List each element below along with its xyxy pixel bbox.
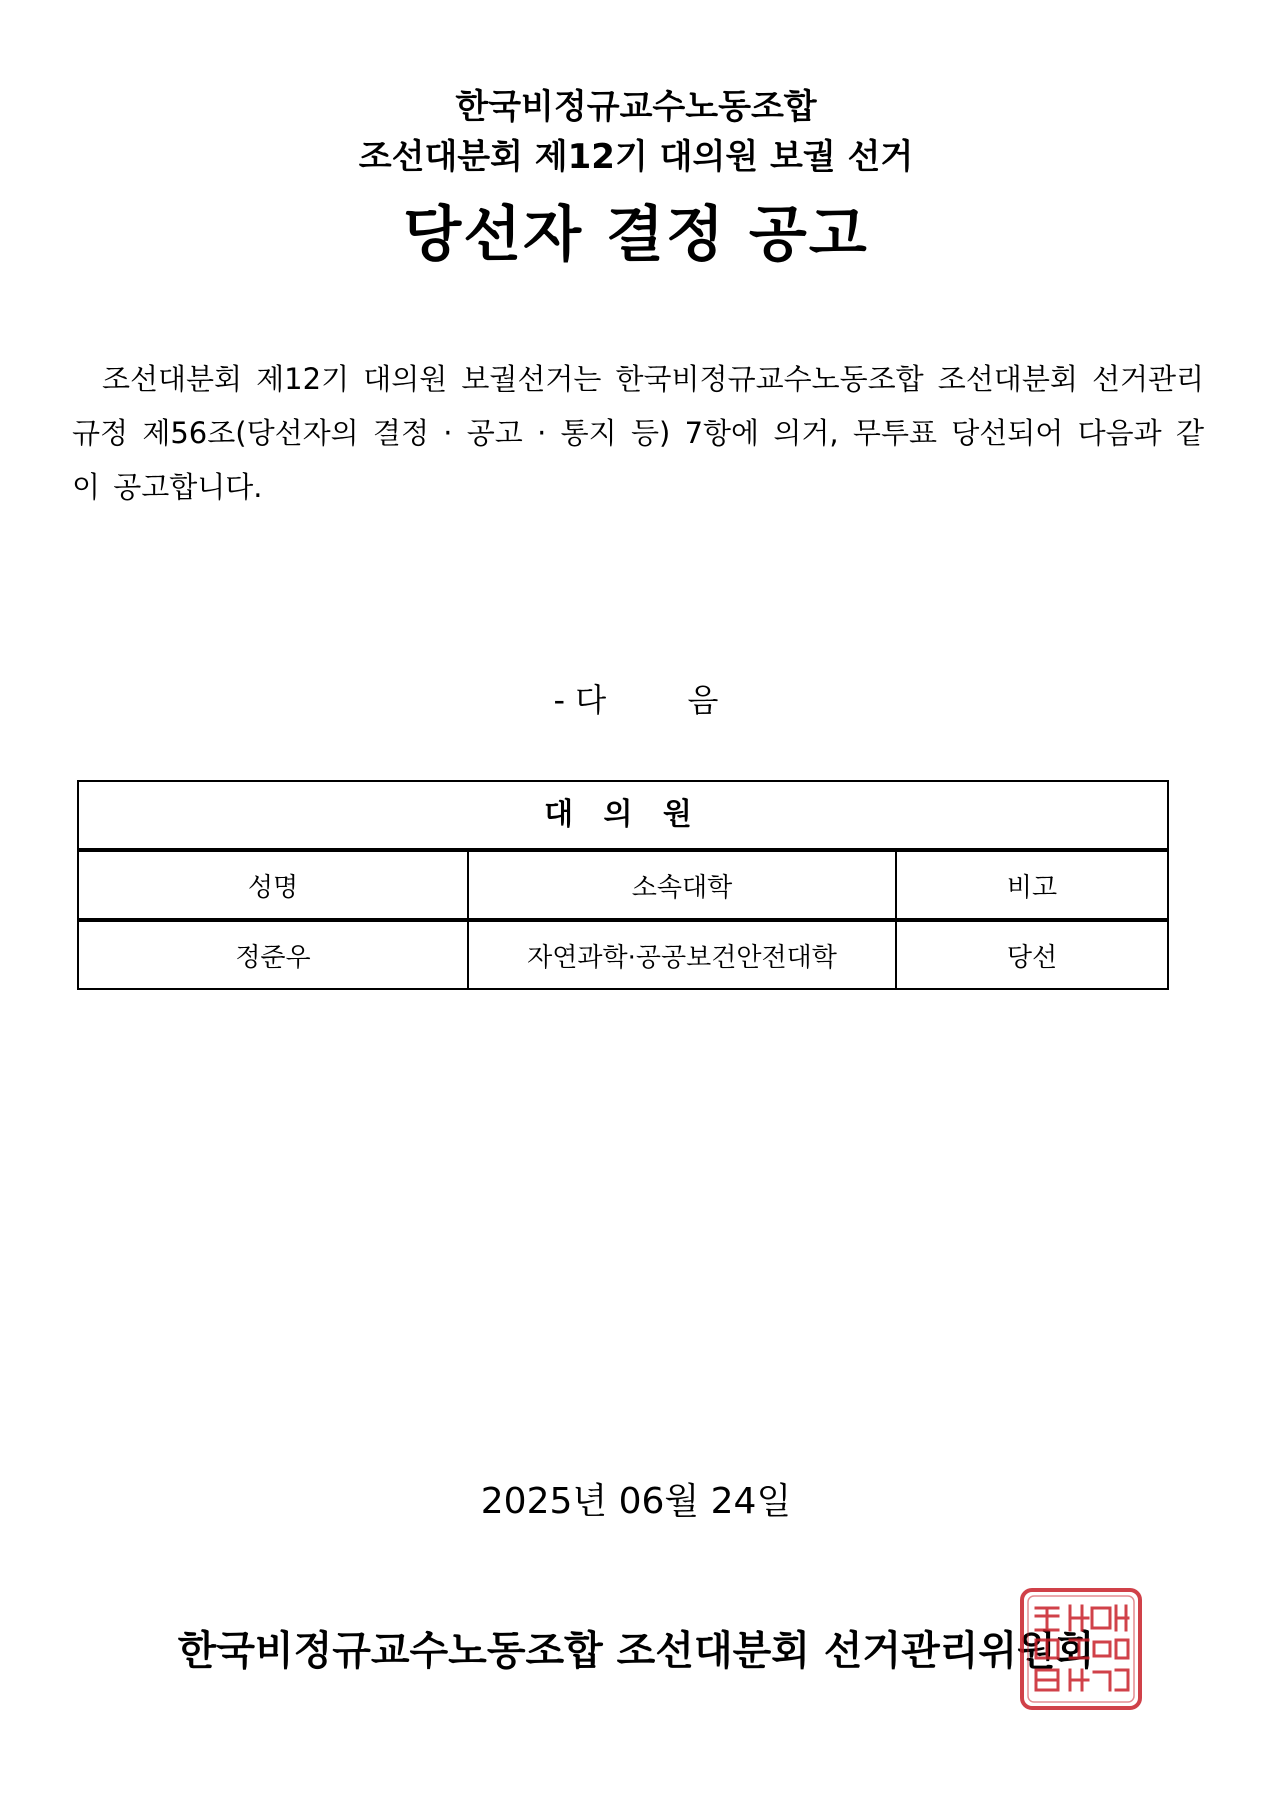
cell-name: 정준우: [79, 922, 469, 988]
column-header-college: 소속대학: [469, 852, 897, 918]
organization-name: 한국비정규교수노동조합: [455, 87, 817, 127]
document-title: 당선자 결정 공고: [403, 200, 869, 270]
column-header-name: 성명: [79, 852, 469, 918]
cell-college: 자연과학·공공보건안전대학: [469, 922, 897, 988]
official-seal-stamp: [1018, 1586, 1144, 1712]
committee-name: 한국비정규교수노동조합 조선대분회 선거관리위원회: [177, 1628, 1095, 1674]
cell-remarks: 당선: [1006, 942, 1058, 973]
table-row: [79, 922, 1167, 988]
election-subtitle: 조선대분회 제12기 대의원 보궐 선거: [358, 137, 914, 177]
notice-body-paragraph: 조선대분회 제12기 대의원 보궐선거는 한국비정규교수노동조합 조선대분회 선거관리규정 제56조(당선자의 결정 · 공고 · 통지 등) 7항에 의거, 무투표 당선되어 다음과 같이 공고합니다.: [72, 362, 1204, 504]
table-caption: 대 의 원: [79, 782, 1167, 852]
column-header-remarks: 비고: [1006, 872, 1058, 903]
seal-glyph-grid: [1036, 1606, 1128, 1690]
notice-date: 2025년 06월 24일: [480, 1481, 792, 1522]
notice-header: [0, 84, 1272, 280]
next-heading: - 다 음: [553, 681, 719, 719]
table-header-row: [79, 852, 1167, 922]
results-table: [77, 780, 1169, 990]
